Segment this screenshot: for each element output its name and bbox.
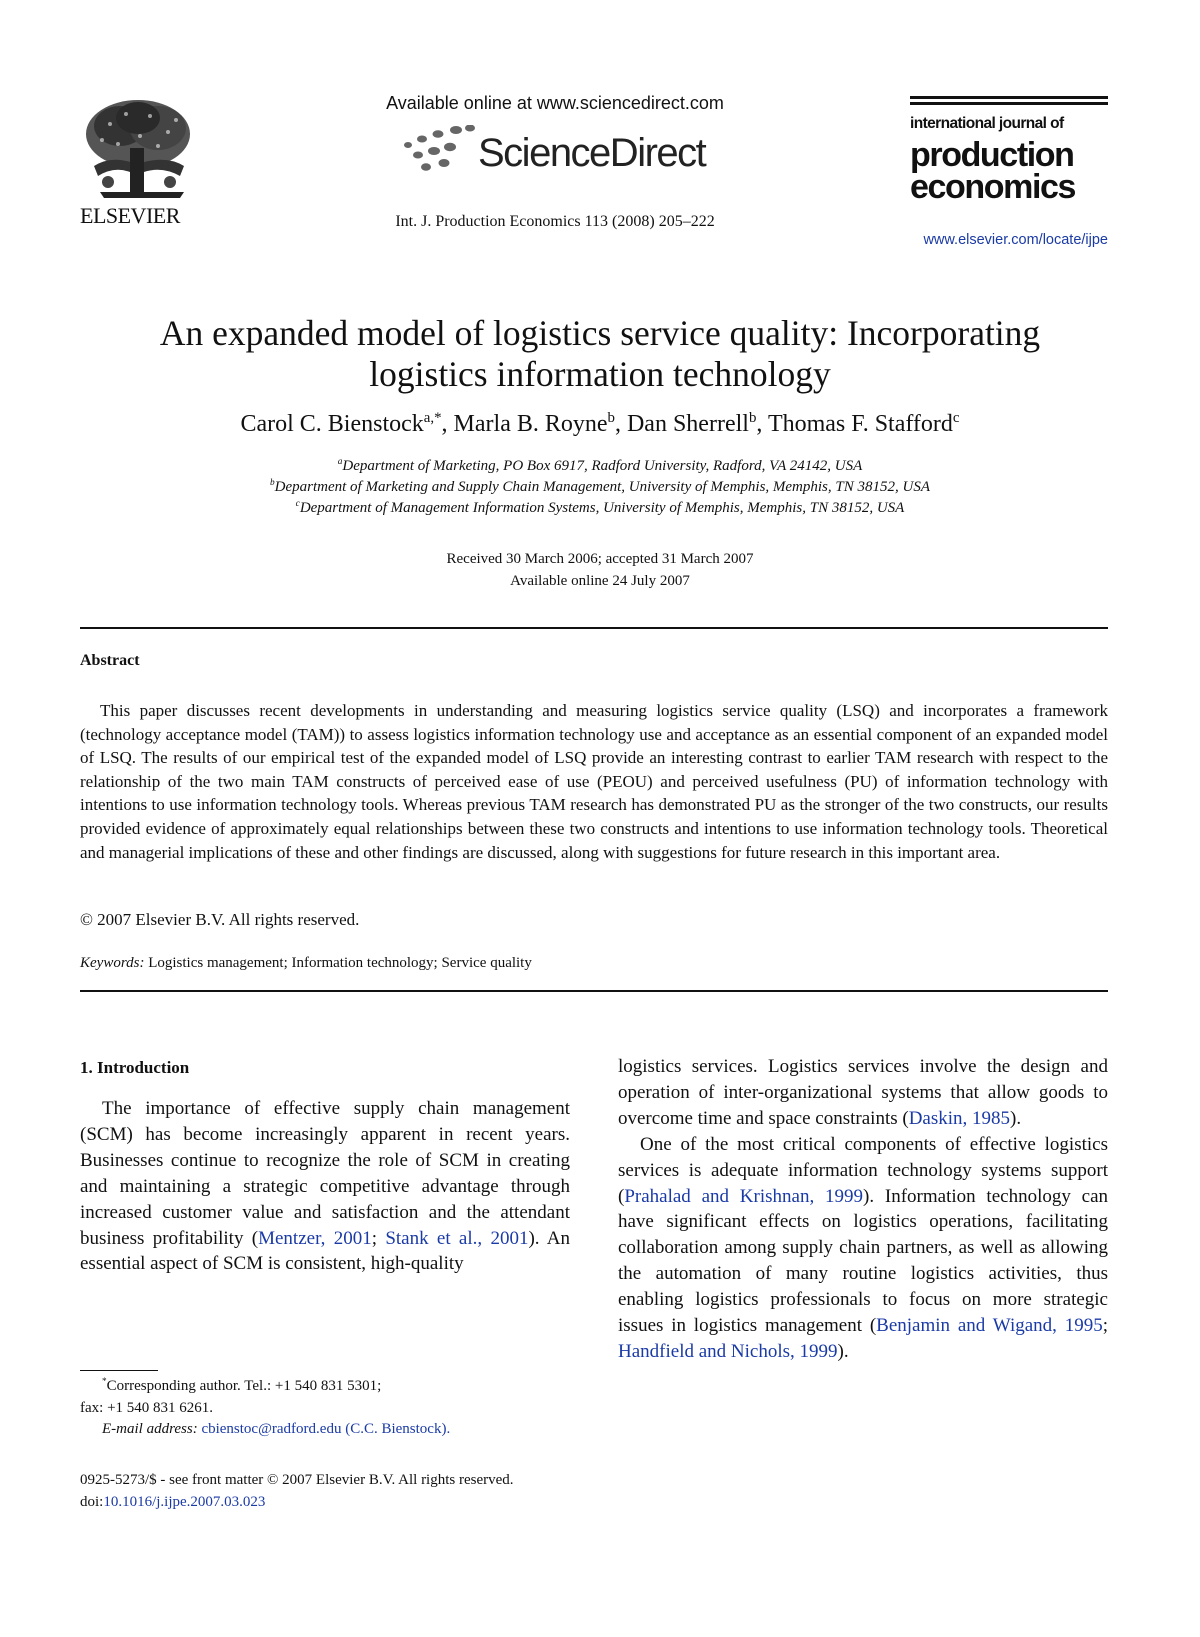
paragraph — [618, 1054, 1108, 1132]
divider — [80, 990, 1108, 992]
fax-note: fax: +1 540 831 6261. — [80, 1399, 214, 1416]
paper-title — [60, 313, 1140, 395]
section-heading: 1. Introduction — [80, 1058, 190, 1077]
author-affiliation-mark: b — [607, 410, 615, 426]
paragraph — [618, 1132, 1108, 1365]
author-affiliation-mark: c — [952, 410, 960, 426]
left-column — [80, 1058, 570, 1277]
paragraph-text: logistics services. Logistics services involve the design and operation of inter-organizational systems that allow goods to overcome time and space constraints ( — [618, 1056, 1108, 1129]
abstract-heading: Abstract — [80, 652, 140, 669]
masthead-line-economics: economics — [910, 168, 1076, 206]
doi-label: doi: — [80, 1494, 104, 1510]
citation-link[interactable]: Daskin, 1985 — [908, 1107, 1011, 1129]
author-list — [60, 411, 1140, 438]
citation-separator: ; — [1102, 1315, 1108, 1337]
affiliation-mark: a — [337, 457, 343, 467]
article-dates — [60, 548, 1140, 592]
doi-link[interactable]: 10.1016/j.ijpe.2007.03.023 — [103, 1494, 266, 1510]
divider — [80, 627, 1108, 629]
author-separator: , — [756, 411, 768, 437]
corresponding-author-note — [80, 1376, 580, 1398]
paragraph-text: One of the most critical components of effective logistics services is adequate information technology systems support ( — [618, 1133, 1108, 1207]
affiliation-text: Department of Management Information Systems, University of Memphis, Memphis, TN 38152, USA — [299, 500, 905, 516]
author-separator: , — [441, 411, 454, 437]
copyright-line: © 2007 Elsevier B.V. All rights reserved. — [80, 910, 360, 929]
paragraph-text: ). — [1010, 1107, 1022, 1129]
email-label: E-mail address: — [102, 1421, 198, 1437]
affiliation-mark: b — [270, 478, 275, 488]
sciencedirect-wordmark: ScienceDirect — [478, 131, 706, 175]
available-online-line: Available online at www.sciencedirect.com — [386, 93, 724, 113]
email-suffix: (C.C. Bienstock). — [341, 1421, 451, 1437]
paragraph — [80, 1096, 570, 1277]
citation-link[interactable]: Prahalad and Krishnan, 1999 — [624, 1185, 864, 1207]
keywords-label: Keywords: — [80, 955, 145, 971]
journal-url-link[interactable]: www.elsevier.com/locate/ijpe — [923, 232, 1108, 248]
masthead-line-production: production — [910, 136, 1074, 174]
affiliation-mark: c — [295, 499, 300, 509]
affiliation — [60, 479, 1140, 496]
title-line: An expanded model of logistics service quality: Incorporating — [159, 313, 1041, 353]
issn-block — [80, 1469, 514, 1513]
author-separator: , — [614, 411, 627, 437]
available-date: Available online 24 July 2007 — [510, 573, 690, 589]
received-date: Received 30 March 2006; accepted 31 March 2007 — [446, 551, 754, 567]
affiliation-text: Department of Marketing and Supply Chain Management, University of Memphis, Memphis, TN 38152, USA — [274, 479, 930, 495]
author-affiliation-mark: b — [748, 410, 757, 426]
citation-separator: ; — [371, 1227, 386, 1249]
paragraph-text: ). An essential aspect of SCM is consistent, high-quality — [80, 1227, 571, 1275]
footnote-text: Corresponding author. Tel.: +1 540 831 5301; — [106, 1378, 382, 1394]
author-name: Thomas F. Stafford — [767, 411, 953, 437]
masthead-rule — [910, 96, 1108, 99]
email-link[interactable]: cbienstoc@radford.edu — [201, 1421, 342, 1437]
paragraph-text: ). — [837, 1340, 849, 1362]
citation-link[interactable]: Stank et al., 2001 — [385, 1227, 529, 1249]
paragraph-text: The importance of effective supply chain management (SCM) has become increasingly apparent in recent years. Businesses continue to recognize the role of SCM in creating and maintaining a strategic competitive advantage through increased customer value and satisfaction and the attendant business profitability ( — [80, 1098, 570, 1249]
citation-link[interactable]: Benjamin and Wigand, 1995 — [876, 1315, 1103, 1337]
journal-citation: Int. J. Production Economics 113 (2008) 205–222 — [395, 213, 715, 230]
email-note — [80, 1419, 580, 1441]
publisher-wordmark: ELSEVIER — [80, 203, 180, 228]
journal-masthead — [910, 96, 1108, 206]
keywords-list: Logistics management; Information technology; Service quality — [148, 955, 532, 971]
issn-line: 0925-5273/$ - see front matter © 2007 Elsevier B.V. All rights reserved. — [80, 1472, 514, 1488]
doi-line — [80, 1491, 514, 1513]
sciencedirect-dots-icon — [400, 125, 478, 177]
paragraph-text: ). Information technology can have significant effects on logistics operations, facilitating collaboration among supply chain partners, as well as allowing the automation of many routine logistics activities, thus enabling logistics professionals to focus on more strategic issues in logistics management ( — [618, 1185, 1109, 1337]
sciencedirect-logo — [400, 125, 730, 187]
abstract-text: This paper discusses recent developments in understanding and measuring logistics service quality (LSQ) and incorporates a framework (technology acceptance model (TAM)) to assess logistics information technology use and acceptance as an essential component of an expanded model of LSQ. The results of our empirical test of the expanded model of LSQ provide an interesting contrast to earlier TAM research with respect to the relationship of the two main TAM constructs of perceived ease of use (PEOU) and perceived usefulness (PU) of information technology with intentions to use information technology tools. Whereas previous TAM research has demonstrated PU as the stronger of the two constructs, our results provided evidence of approximately equal relationships between these two constructs and intentions to use information technology tools. Theoretical and managerial implications of these and other findings are discussed, along with suggestions for future research in this important area. — [80, 701, 1108, 862]
masthead-rule — [910, 102, 1108, 105]
right-column — [618, 1054, 1108, 1365]
footnotes — [80, 1376, 580, 1441]
title-line: logistics information technology — [369, 354, 831, 394]
footnote-mark: * — [102, 1377, 107, 1387]
elsevier-tree-logo — [80, 96, 198, 200]
affiliation-text: Department of Marketing, PO Box 6917, Radford University, Radford, VA 24142, USA — [342, 458, 863, 474]
author-affiliation-mark: a,* — [423, 410, 442, 426]
affiliation — [60, 458, 1140, 475]
citation-link[interactable]: Handfield and Nichols, 1999 — [618, 1340, 838, 1362]
masthead-line-international: international journal of — [910, 115, 1064, 132]
author-name: Marla B. Royne — [453, 411, 608, 437]
keywords — [80, 955, 532, 972]
affiliation — [60, 500, 1140, 517]
footnote-rule — [80, 1370, 158, 1371]
citation-link[interactable]: Mentzer, 2001 — [258, 1227, 372, 1249]
author-name: Carol C. Bienstock — [240, 411, 424, 437]
author-name: Dan Sherrell — [626, 411, 749, 437]
